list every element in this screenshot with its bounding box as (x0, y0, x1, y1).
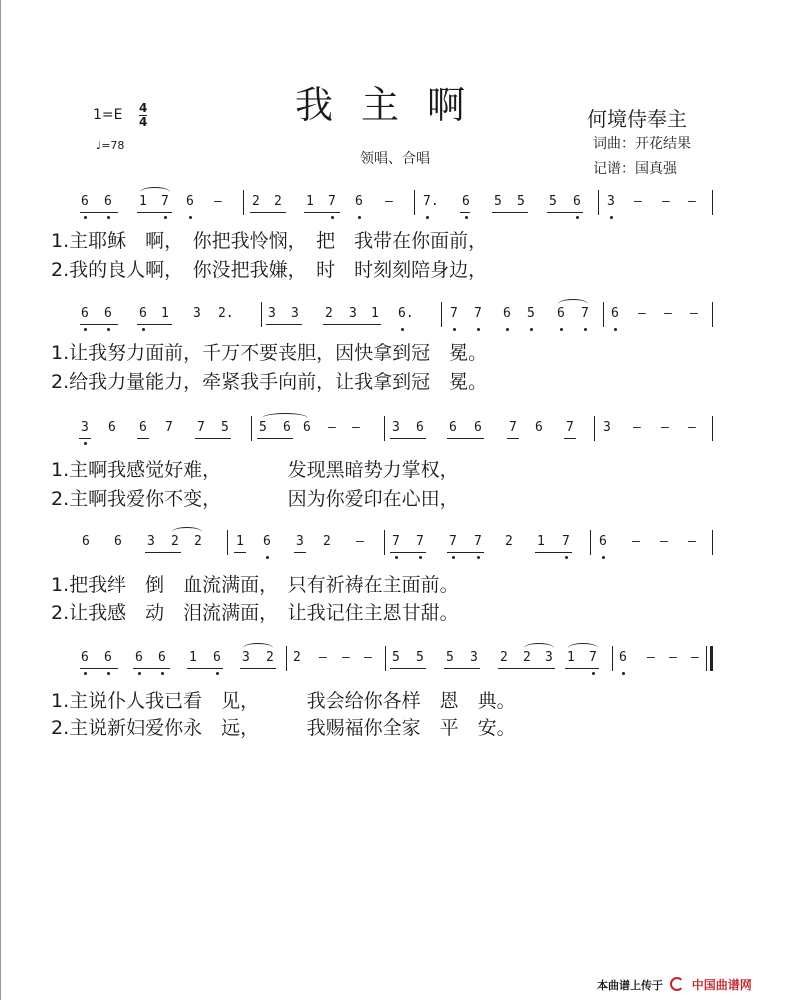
note: 2 (323, 534, 331, 549)
lyric-line: 1.主说仆人我已看 见， 我会给你各样 恩 典。 (51, 690, 516, 712)
barline (712, 416, 713, 441)
note: 1 (306, 194, 314, 209)
barline (598, 190, 599, 215)
final-barline-thick (710, 646, 713, 671)
lyric-line: 1.把我绊 倒 血流满面， 只有祈祷在主面前。 (51, 574, 459, 596)
note: 6 (104, 650, 112, 665)
note: – (688, 534, 696, 549)
note: 3 (147, 534, 155, 549)
note: 6 (503, 306, 511, 321)
note: – (385, 194, 393, 209)
lyric-line: 2.我的良人啊， 你没把我嫌， 时 时刻刻陪身边， (51, 259, 488, 281)
note: 3 (603, 420, 611, 435)
note: 5 (221, 420, 229, 435)
note: 3 (268, 306, 276, 321)
lyric-line: 2.让我感 动 泪流满面， 让我记住主恩甘甜。 (51, 602, 459, 624)
note: 7 (392, 534, 400, 549)
note: 5 (446, 650, 454, 665)
note: – (364, 650, 372, 665)
note: 7 (449, 534, 457, 549)
barline (414, 190, 415, 215)
note: 3 (242, 650, 250, 665)
note: – (634, 194, 642, 209)
note: 3 (545, 650, 553, 665)
lyric-line: 2.主啊我爱你不变， 因为你爱印在心田， (51, 488, 459, 510)
time-signature (139, 103, 147, 128)
note: 5 (494, 194, 502, 209)
footer (597, 976, 752, 993)
note: 7 (509, 420, 517, 435)
notation-row-5 (0, 646, 788, 674)
note: 1 (161, 306, 169, 321)
note: 3 (470, 650, 478, 665)
note: 1 (567, 650, 575, 665)
note: 2 (252, 194, 260, 209)
note: 7 (589, 650, 597, 665)
note: 6 (81, 306, 89, 321)
note: – (690, 306, 698, 321)
note: 3 (81, 420, 89, 435)
note: 7 (450, 306, 458, 321)
credit-notation: 记谱：国真强 (593, 161, 677, 177)
note: 3 (349, 306, 357, 321)
note: 2 (266, 650, 274, 665)
note: 1 (139, 194, 147, 209)
note: – (688, 194, 696, 209)
barline (594, 416, 595, 441)
barline (227, 530, 228, 555)
page-border (0, 0, 1, 1000)
barline (251, 416, 252, 441)
note: – (688, 420, 696, 435)
time-signature-bottom: 4 (139, 115, 148, 129)
note: 2 (171, 534, 179, 549)
barline (712, 190, 713, 215)
lyric-line: 1.主啊我感觉好难， 发现黑暗势力掌权， (51, 459, 459, 481)
note: 6 (81, 650, 89, 665)
credit-lyrics-music: 词曲：开花结果 (593, 136, 691, 152)
note: 5 (416, 650, 424, 665)
notation-row-4 (0, 530, 788, 558)
note: 2 (194, 534, 202, 549)
lyric-line: 2.给我力量能力，牵紧我手向前，让我拿到冠 冕。 (51, 371, 488, 393)
note: 3 (607, 194, 615, 209)
time-signature-top: 4 (139, 101, 148, 115)
note: 2 (505, 534, 513, 549)
note: 2 (325, 306, 333, 321)
performance-note: 领唱、合唱 (360, 151, 430, 167)
barline (441, 302, 442, 327)
note: 6 (474, 420, 482, 435)
note: 5 (517, 194, 525, 209)
barline (603, 302, 604, 327)
barline (712, 530, 713, 555)
note: – (342, 650, 350, 665)
barline (261, 302, 262, 327)
notation-row-1 (0, 190, 788, 218)
note: 6 (82, 534, 90, 549)
barline (384, 416, 385, 441)
note: 6 (139, 306, 147, 321)
note: 3 (392, 420, 400, 435)
note: 6 (599, 534, 607, 549)
note: 1 (236, 534, 244, 549)
note: 7 (197, 420, 205, 435)
notation-row-3 (0, 416, 788, 444)
note: 6 (108, 420, 116, 435)
note: 3 (296, 534, 304, 549)
barline (385, 646, 386, 671)
note: 6 (186, 194, 194, 209)
note: 6 (573, 194, 581, 209)
note: 7. (423, 194, 439, 209)
key-signature: 1=E (93, 107, 123, 123)
note: 6 (619, 650, 627, 665)
site-logo-icon (670, 977, 684, 991)
final-barline-thin (706, 646, 707, 671)
barline (384, 530, 385, 555)
tempo-mark: ♩=78 (96, 139, 125, 152)
note: 3 (291, 306, 299, 321)
note: 5 (392, 650, 400, 665)
note: 2 (274, 194, 282, 209)
note: 6. (398, 306, 414, 321)
note: 3 (193, 306, 201, 321)
note: – (356, 534, 364, 549)
note: 6 (355, 194, 363, 209)
note: 6 (303, 420, 311, 435)
note: 6 (104, 194, 112, 209)
note: 7 (474, 306, 482, 321)
note: 2 (523, 650, 531, 665)
note: 7 (566, 420, 574, 435)
note: 1 (189, 650, 197, 665)
note: 2 (500, 650, 508, 665)
note: 2 (293, 650, 301, 665)
note: 5 (527, 306, 535, 321)
note: – (319, 650, 327, 665)
note: 2. (218, 306, 234, 321)
note: – (352, 420, 360, 435)
lyric-line: 2.主说新妇爱你永 远， 我赐福你全家 平 安。 (51, 717, 516, 739)
note: 1 (537, 534, 545, 549)
lyric-line: 1.主耶稣 啊， 你把我怜悯， 把 我带在你面前， (51, 230, 488, 252)
author: 何境侍奉主 (587, 107, 687, 131)
note: 6 (139, 420, 147, 435)
note: 6 (449, 420, 457, 435)
notation-row-2 (0, 302, 788, 330)
note: 6 (611, 306, 619, 321)
barline (590, 530, 591, 555)
note: – (664, 306, 672, 321)
footer-text: 本曲谱上传于 (597, 979, 663, 992)
note: – (647, 650, 655, 665)
note: 6 (462, 194, 470, 209)
barline (243, 190, 244, 215)
note: – (214, 194, 222, 209)
note: 6 (283, 420, 291, 435)
note: – (660, 534, 668, 549)
note: – (691, 650, 699, 665)
note: 6 (213, 650, 221, 665)
note: – (633, 420, 641, 435)
note: 6 (114, 534, 122, 549)
note: 6 (135, 650, 143, 665)
note: 6 (104, 306, 112, 321)
footer-site[interactable]: 中国曲谱网 (691, 978, 752, 992)
barline (612, 646, 613, 671)
note: – (632, 534, 640, 549)
note: 7 (416, 534, 424, 549)
note: 7 (328, 194, 336, 209)
note: 6 (416, 420, 424, 435)
note: 6 (263, 534, 271, 549)
note: 6 (81, 194, 89, 209)
note: 6 (557, 306, 565, 321)
note: 7 (474, 534, 482, 549)
note: 1 (371, 306, 379, 321)
note: 5 (259, 420, 267, 435)
note: – (661, 420, 669, 435)
note: – (328, 420, 336, 435)
note: – (638, 306, 646, 321)
note: – (669, 650, 677, 665)
note: 6 (535, 420, 543, 435)
lyric-line: 1.让我努力面前，千万不要丧胆，因快拿到冠 冕。 (51, 342, 488, 364)
barline (712, 302, 713, 327)
barline (286, 646, 287, 671)
song-title: 我主啊 (294, 83, 493, 127)
note: – (662, 194, 670, 209)
note: 5 (549, 194, 557, 209)
note: 7 (165, 420, 173, 435)
note: 7 (562, 534, 570, 549)
note: 6 (158, 650, 166, 665)
note: 7 (581, 306, 589, 321)
note: 7 (161, 194, 169, 209)
